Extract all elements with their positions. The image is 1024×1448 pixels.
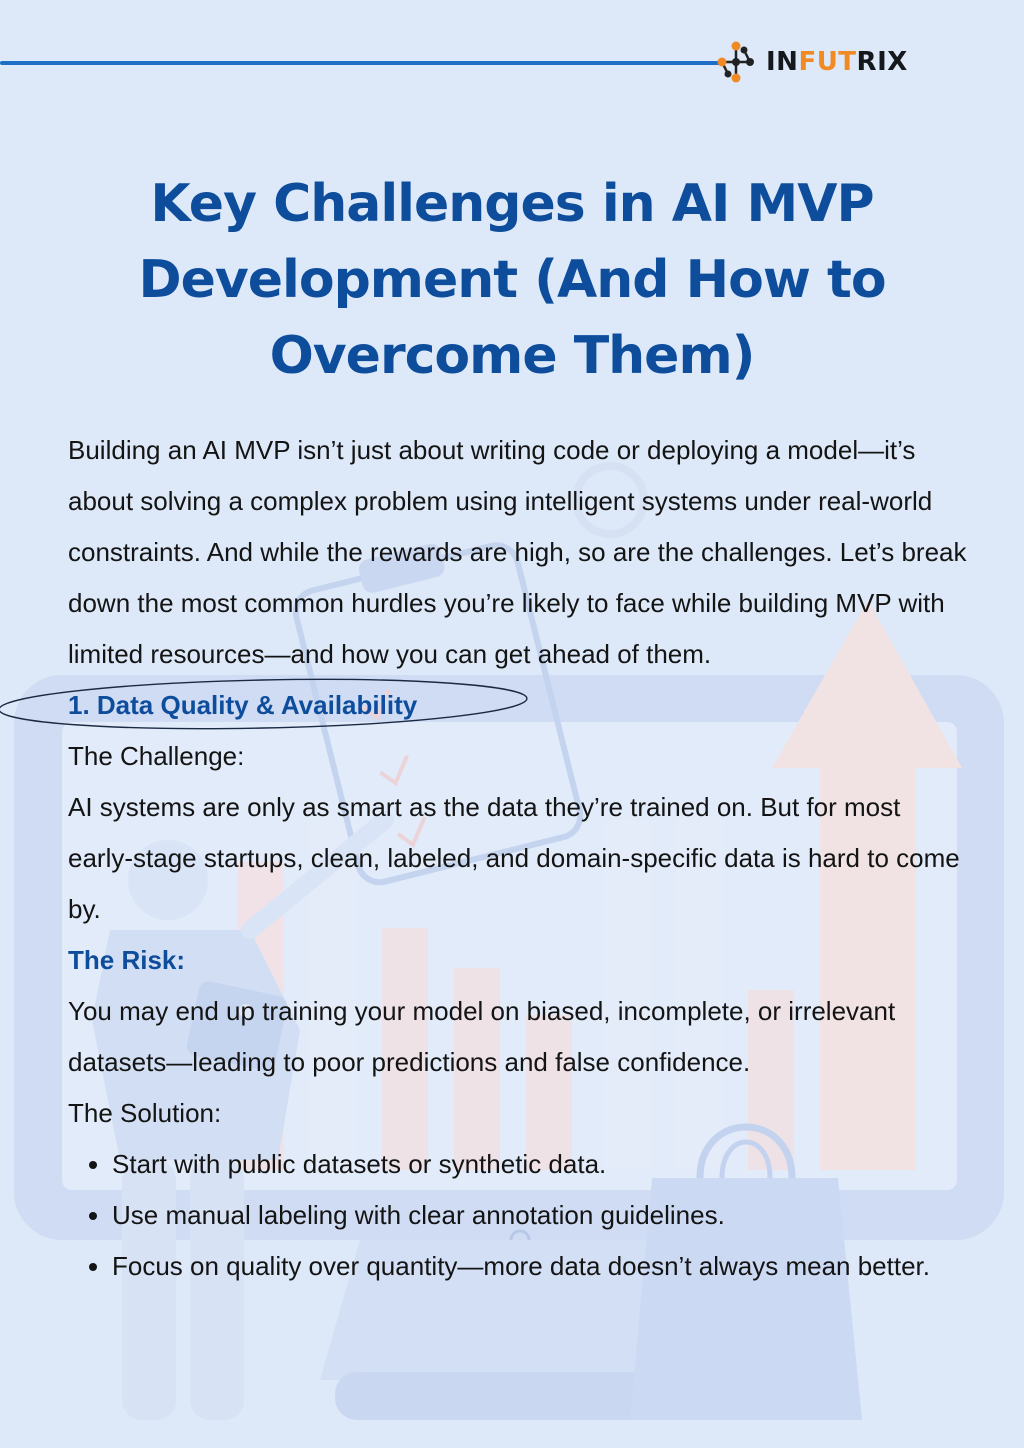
risk-label: The Risk: [68, 945, 186, 975]
solution-item: • Focus on quality over quantity—more data doesn’t always mean better. [112, 1241, 968, 1292]
brand-name-accent: FUT [798, 47, 857, 77]
brand-name-part: IN [766, 47, 799, 77]
solution-label: The Solution: [68, 1098, 222, 1128]
section-heading-text: 1. Data Quality & Availability [68, 690, 418, 720]
title-line: Overcome Them) [269, 326, 755, 386]
header-rule [0, 61, 722, 65]
network-dots-icon [714, 40, 758, 84]
solution-item: • Start with public datasets or synthetic data. [112, 1139, 968, 1190]
challenge-label: The Challenge: [68, 741, 245, 771]
risk-text: You may end up training your model on biased, incomplete, or irrelevant datasets—leading to poor predictions and false confidence. [68, 996, 896, 1077]
challenge-text: AI systems are only as smart as the data they’re trained on. But for most early-stage startups, clean, labeled, and domain-specific data is hard to come by. [68, 792, 960, 924]
solution-list [68, 1139, 968, 1292]
brand-logo [714, 38, 908, 86]
title-line: Key Challenges in AI MVP [150, 174, 874, 234]
page-title [90, 166, 934, 394]
article-body [68, 425, 968, 1292]
brand-name-part: RIX [856, 47, 908, 77]
intro-paragraph: Building an AI MVP isn’t just about writing code or deploying a model—it’s about solving a complex problem using intelligent systems under real-world constraints. And while the rewards are high, so are the challenges. Let’s break down the most common hurdles you’re likely to face while building MVP with limited resources—and how you can get ahead of them. [68, 435, 967, 669]
section-heading [68, 680, 968, 731]
solution-item: • Use manual labeling with clear annotation guidelines. [112, 1190, 968, 1241]
title-line: Development (And How to [138, 250, 886, 310]
brand-name [766, 47, 908, 77]
